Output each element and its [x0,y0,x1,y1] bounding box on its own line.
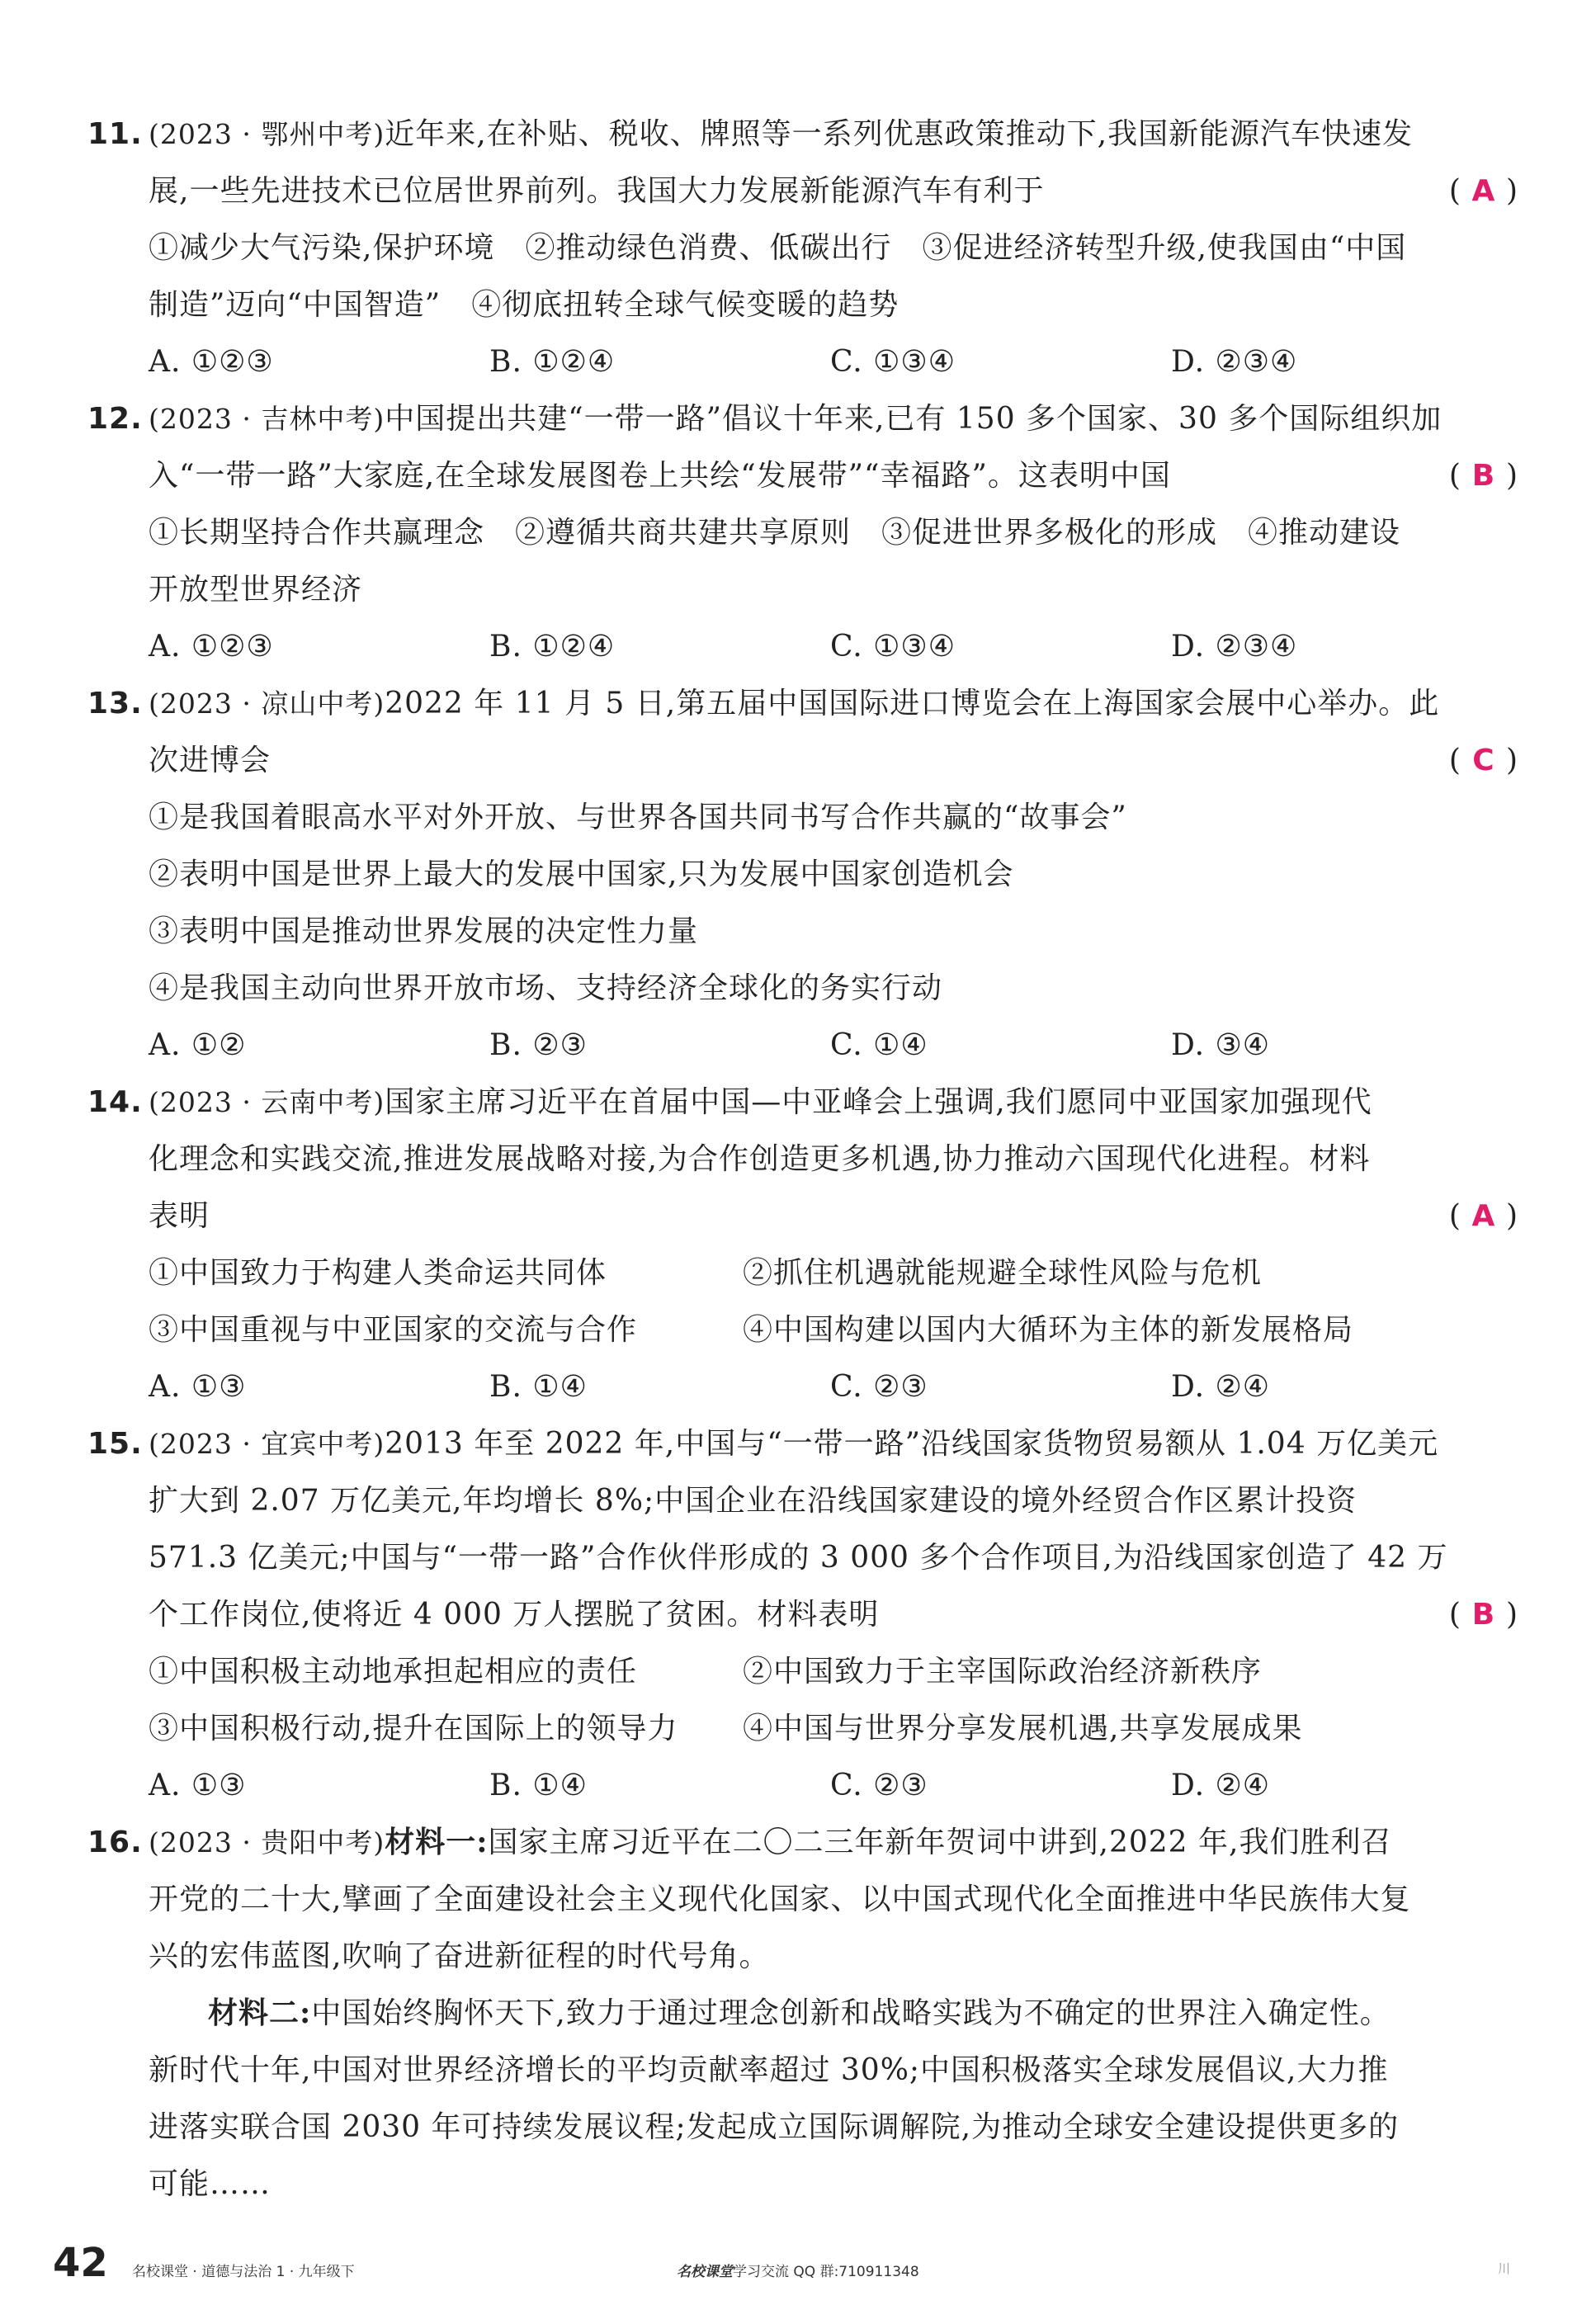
option-row [117,1245,1512,1301]
answer-letter: B [1471,459,1496,493]
choice-d: D. ③④ [1171,1028,1271,1062]
stem-text: 2022 年 11 月 5 日,第五届中国国际进口博览会在上海国家会展中心举办。此 [385,687,1440,720]
stem-text: 中国提出共建“一带一路”倡议十年来,已有 150 多个国家、30 多个国际组织加 [385,402,1443,436]
choice-c: C. ①③④ [830,345,956,379]
question-15 [87,1415,1518,1814]
option-item: ①中国积极主动地承担起相应的责任 [149,1655,638,1689]
material-text: 国家主席习近平在二〇二三年新年贺词中讲到,2022 年,我们胜利召 [488,1826,1392,1859]
material-line: 兴的宏伟蓝图,吹响了奋进新征程的时代号角。 [149,1939,770,1973]
option-line: ③表明中国是推动世界发展的决定性力量 [149,914,699,948]
material-line: 可能…… [149,2167,272,2201]
question-14 [87,1074,1518,1415]
choice-c: C. ②③ [830,1370,928,1404]
choice-c: C. ①③④ [830,630,956,664]
question-source: (2023 · 贵阳中考) [149,1826,385,1859]
question-stem-line [117,1586,1518,1643]
option-row [117,1643,1512,1700]
choice-a: A. ①②③ [149,345,274,379]
qq-group-text: 学习交流 QQ 群:710911348 [733,2264,919,2280]
choice-d: D. ②④ [1171,1769,1271,1802]
question-13 [87,675,1518,1074]
material-one-label: 材料一: [385,1825,489,1859]
choice-row [117,618,1512,675]
question-stem-line: 化理念和实践交流,推进发展战略对接,为合作创造更多机遇,协力推动六国现代化进程。材料 [149,1142,1371,1176]
option-line: ①减少大气污染,保护环境 ②推动绿色消费、低碳出行 ③促进经济转型升级,使我国由“中国 [149,231,1407,265]
page-footer [0,2240,1596,2289]
stem-text: 次进博会 [149,744,272,777]
choice-row [117,333,1512,390]
choice-a: A. ①③ [149,1769,247,1802]
question-stem-line [87,1814,1512,1871]
choice-row [117,1757,1512,1814]
question-stem-line: 扩大到 2.07 万亿美元,年均增长 8%;中国企业在沿线国家建设的境外经贸合作区累计投资 [149,1484,1358,1518]
answer-bracket: ( A ) [1449,1188,1518,1245]
material-text: 中国始终胸怀天下,致力于通过理念创新和战略实践为不确定的世界注入确定性。 [311,1996,1391,2030]
choice-b: B. ①④ [489,1370,588,1404]
choice-d: D. ②③④ [1171,630,1298,664]
stem-text: 表明 [149,1199,210,1233]
question-stem-line [87,675,1512,732]
corner-mark: 川 [1498,2261,1511,2276]
choice-b: B. ②③ [489,1028,588,1062]
question-number: 12. [87,402,143,436]
answer-letter: A [1471,174,1496,208]
question-stem-line [117,447,1518,504]
stem-text: 2013 年至 2022 年,中国与“一带一路”沿线国家货物贸易额从 1.04 万亿美元 [385,1427,1439,1461]
answer-letter: B [1471,1598,1496,1632]
answer-letter: A [1471,1199,1496,1233]
book-title: 名校课堂 · 道德与法治 1 · 九年级下 [132,2264,355,2280]
choice-a: A. ①③ [149,1370,247,1404]
question-stem-line [87,1415,1512,1472]
question-list [87,106,1518,2213]
choice-d: D. ②④ [1171,1370,1271,1404]
choice-a: A. ①② [149,1028,247,1062]
question-12 [87,390,1518,675]
question-number: 13. [87,687,143,720]
choice-b: B. ①④ [489,1769,588,1802]
option-item: ①中国致力于构建人类命运共同体 [149,1256,607,1290]
choice-row [117,1358,1512,1415]
question-stem-line: 571.3 亿美元;中国与“一带一路”合作伙伴形成的 3 000 多个合作项目,为沿线国家创造了 42 万 [149,1541,1448,1575]
question-stem-line [87,390,1512,447]
material-two-label: 材料二: [208,1996,312,2030]
option-item: ④中国构建以国内大循环为主体的新发展格局 [743,1313,1354,1347]
material-line: 进落实联合国 2030 年可持续发展议程;发起成立国际调解院,为推动全球安全建设提供更多的 [149,2110,1400,2144]
question-number: 15. [87,1427,143,1461]
stem-text: 近年来,在补贴、税收、牌照等一系列优惠政策推动下,我国新能源汽车快速发 [385,117,1414,151]
question-source: (2023 · 云南中考) [149,1086,385,1118]
qq-group-info [677,2260,919,2280]
question-stem-line [117,732,1518,789]
choice-c: C. ②③ [830,1769,928,1802]
answer-bracket: ( A ) [1449,163,1518,220]
question-source: (2023 · 吉林中考) [149,403,385,435]
question-16 [87,1814,1512,2213]
choice-a: A. ①②③ [149,630,274,664]
stem-text: 个工作岗位,使将近 4 000 万人摆脱了贫困。材料表明 [149,1598,880,1632]
question-11 [87,106,1518,390]
question-stem-line [87,106,1512,163]
choice-c: C. ①④ [830,1028,928,1062]
question-number: 11. [87,117,143,151]
option-row [117,1301,1512,1358]
option-row [117,1700,1512,1757]
choice-row [117,1017,1512,1074]
option-line: ①是我国着眼高水平对外开放、与世界各国共同书写合作共赢的“故事会” [149,801,1127,834]
choice-b: B. ①②④ [489,345,616,379]
option-item: ④中国与世界分享发展机遇,共享发展成果 [743,1712,1303,1745]
question-source: (2023 · 凉山中考) [149,687,385,720]
option-item: ③中国重视与中亚国家的交流与合作 [149,1313,638,1347]
option-line: 开放型世界经济 [149,573,363,607]
answer-bracket: ( B ) [1449,1586,1518,1643]
option-line: 制造”迈向“中国智造” ④彻底扭转全球气候变暖的趋势 [149,288,900,322]
answer-letter: C [1472,744,1495,777]
stem-text: 展,一些先进技术已位居世界前列。我国大力发展新能源汽车有利于 [149,174,1045,208]
answer-bracket: ( C ) [1449,732,1518,789]
option-line: ①长期坚持合作共赢理念 ②遵循共商共建共享原则 ③促进世界多极化的形成 ④推动建设 [149,516,1401,550]
answer-bracket: ( B ) [1449,447,1518,504]
option-line: ②表明中国是世界上最大的发展中国家,只为发展中国家创造机会 [149,857,1014,891]
stem-text: 入“一带一路”大家庭,在全球发展图卷上共绘“发展带”“幸福路”。这表明中国 [149,459,1171,493]
question-number: 16. [87,1826,143,1859]
material-line: 新时代十年,中国对世界经济增长的平均贡献率超过 30%;中国积极落实全球发展倡议,大力推 [149,2053,1389,2087]
publisher-logo: 名校课堂 [677,2264,733,2280]
option-item: ③中国积极行动,提升在国际上的领导力 [149,1712,678,1745]
option-item: ②抓住机遇就能规避全球性风险与危机 [743,1256,1263,1290]
question-number: 14. [87,1085,143,1119]
choice-d: D. ②③④ [1171,345,1298,379]
option-line: ④是我国主动向世界开放市场、支持经济全球化的务实行动 [149,971,943,1005]
question-stem-line [87,1074,1512,1131]
material-line [117,1985,1512,2042]
question-stem-line [117,1188,1518,1245]
page-number: 42 [53,2240,108,2286]
option-item: ②中国致力于主宰国际政治经济新秩序 [743,1655,1263,1689]
material-line: 开党的二十大,擘画了全面建设社会主义现代化国家、以中国式现代化全面推进中华民族伟大复 [149,1882,1411,1916]
question-source: (2023 · 鄂州中考) [149,118,385,150]
question-stem-line [117,163,1518,220]
choice-b: B. ①②④ [489,630,616,664]
stem-text: 国家主席习近平在首届中国—中亚峰会上强调,我们愿同中亚国家加强现代 [385,1085,1372,1119]
question-source: (2023 · 宜宾中考) [149,1428,385,1460]
